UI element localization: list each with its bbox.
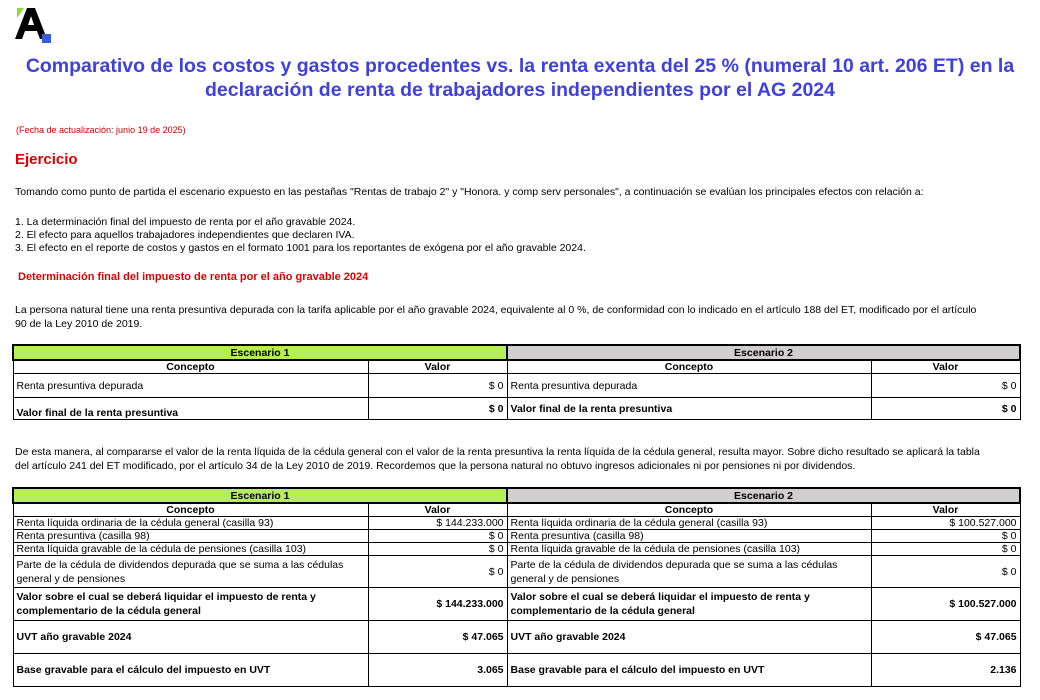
column-header-concepto: Concepto <box>507 503 871 517</box>
valor-cell: 2.136 <box>871 654 1020 687</box>
column-header-valor: Valor <box>368 360 507 374</box>
table-row <box>13 556 1020 588</box>
paragraph-2-line-1: De esta manera, al compararse el valor de la renta líquida de la cédula general con el valor de la renta presuntiva la renta líquida de la cédula general, resulta mayor. Sobre dicho resultado se aplicará la tabla <box>15 446 980 458</box>
update-date: (Fecha de actualización: junio 19 de 2025) <box>16 125 186 135</box>
table-row <box>13 543 1020 556</box>
list-item: 3. El efecto en el reporte de costos y gastos en el formato 1001 para los reportantes de exógena por el año gravable 2024. <box>15 242 586 254</box>
company-logo <box>14 6 52 44</box>
column-header-valor: Valor <box>368 503 507 517</box>
list-item: 2. El efecto para aquellos trabajadores independientes que declaren IVA. <box>15 229 355 241</box>
concepto-cell: Renta presuntiva depurada <box>13 374 368 398</box>
valor-cell: $ 0 <box>871 374 1020 398</box>
valor-cell: $ 144.233.000 <box>368 517 507 530</box>
concepto-cell: Valor final de la renta presuntiva <box>13 398 368 420</box>
table-row <box>13 398 1020 420</box>
valor-cell: $ 47.065 <box>871 621 1020 654</box>
concepto-cell: Base gravable para el cálculo del impuesto en UVT <box>13 654 368 687</box>
column-header-concepto: Concepto <box>13 360 368 374</box>
concepto-cell: Renta presuntiva (casilla 98) <box>507 530 871 543</box>
valor-cell: $ 0 <box>368 374 507 398</box>
paragraph-2 <box>15 445 980 473</box>
valor-cell: $ 0 <box>368 398 507 420</box>
concepto-cell: Renta presuntiva depurada <box>507 374 871 398</box>
table-row <box>13 588 1020 621</box>
concepto-cell: Parte de la cédula de dividendos depurada que se suma a las cédulas general y de pensiones <box>13 556 368 588</box>
concepto-cell: Renta líquida ordinaria de la cédula general (casilla 93) <box>507 517 871 530</box>
scenario-1-header: Escenario 1 <box>13 345 507 360</box>
cedula-general-table <box>12 487 1021 687</box>
paragraph-1-line-1: La persona natural tiene una renta presuntiva depurada con la tarifa aplicable por el año gravable 2024, equivalente al 0 %, de conformidad con lo indicado en el artículo 188 del ET, modificado por el artículo <box>15 304 977 316</box>
concepto-cell: Parte de la cédula de dividendos depurada que se suma a las cédulas general y de pensiones <box>507 556 871 588</box>
list-item: 1. La determinación final del impuesto de renta por el año gravable 2024. <box>15 216 356 228</box>
valor-cell: $ 100.527.000 <box>871 517 1020 530</box>
concepto-cell: Renta líquida gravable de la cédula de pensiones (casilla 103) <box>13 543 368 556</box>
table-row <box>13 530 1020 543</box>
table-row <box>13 654 1020 687</box>
paragraph-1 <box>15 303 976 331</box>
concepto-cell: Valor sobre el cual se deberá liquidar el impuesto de renta y complementario de la cédula general <box>507 588 871 621</box>
paragraph-1-line-2: 90 de la Ley 2010 de 2019. <box>15 318 143 330</box>
scenario-2-header: Escenario 2 <box>507 345 1020 360</box>
title-line-1: Comparativo de los costos y gastos procedentes vs. la renta exenta del 25 % (numeral 10 art. 206 ET) en la <box>25 55 1015 77</box>
table-row <box>13 517 1020 530</box>
table-row <box>13 374 1020 398</box>
valor-cell: $ 0 <box>871 530 1020 543</box>
section-heading: Ejercicio <box>15 151 78 168</box>
concepto-cell: UVT año gravable 2024 <box>507 621 871 654</box>
paragraph-2-line-2: del artículo 241 del ET modificado, por el artículo 34 de la Ley 2010 de 2019. Recordemos que la persona natural no obtuvo ingresos adicionales ni por pensiones ni por dividendos. <box>15 460 856 472</box>
concepto-cell: Base gravable para el cálculo del impuesto en UVT <box>507 654 871 687</box>
concepto-cell: Renta presuntiva (casilla 98) <box>13 530 368 543</box>
valor-cell: $ 0 <box>871 543 1020 556</box>
table-row <box>13 621 1020 654</box>
valor-cell: $ 0 <box>368 530 507 543</box>
column-header-valor: Valor <box>871 360 1020 374</box>
subsection-heading: Determinación final del impuesto de renta por el año gravable 2024 <box>18 271 369 283</box>
concepto-cell: Renta líquida gravable de la cédula de pensiones (casilla 103) <box>507 543 871 556</box>
page-title <box>0 54 1040 102</box>
column-header-valor: Valor <box>871 503 1020 517</box>
renta-presuntiva-table <box>12 344 1021 420</box>
scenario-1-header: Escenario 1 <box>13 488 507 503</box>
concepto-cell: Renta líquida ordinaria de la cédula general (casilla 93) <box>13 517 368 530</box>
valor-cell: 3.065 <box>368 654 507 687</box>
valor-cell: $ 0 <box>871 398 1020 420</box>
column-header-concepto: Concepto <box>507 360 871 374</box>
valor-cell: $ 144.233.000 <box>368 588 507 621</box>
valor-cell: $ 0 <box>871 556 1020 588</box>
valor-cell: $ 100.527.000 <box>871 588 1020 621</box>
scenario-2-header: Escenario 2 <box>507 488 1020 503</box>
valor-cell: $ 47.065 <box>368 621 507 654</box>
concepto-cell: Valor final de la renta presuntiva <box>507 398 871 420</box>
intro-text: Tomando como punto de partida el escenario expuesto en las pestañas "Rentas de trabajo 2" y "Honora. y comp serv personales", a continuación se evalúan los principales efectos con relación a: <box>15 186 924 198</box>
title-line-2: declaración de renta de trabajadores independientes por el AG 2024 <box>205 79 835 101</box>
concepto-cell: Valor sobre el cual se deberá liquidar el impuesto de renta y complementario de la cédula general <box>13 588 368 621</box>
valor-cell: $ 0 <box>368 543 507 556</box>
column-header-concepto: Concepto <box>13 503 368 517</box>
valor-cell: $ 0 <box>368 556 507 588</box>
concepto-cell: UVT año gravable 2024 <box>13 621 368 654</box>
